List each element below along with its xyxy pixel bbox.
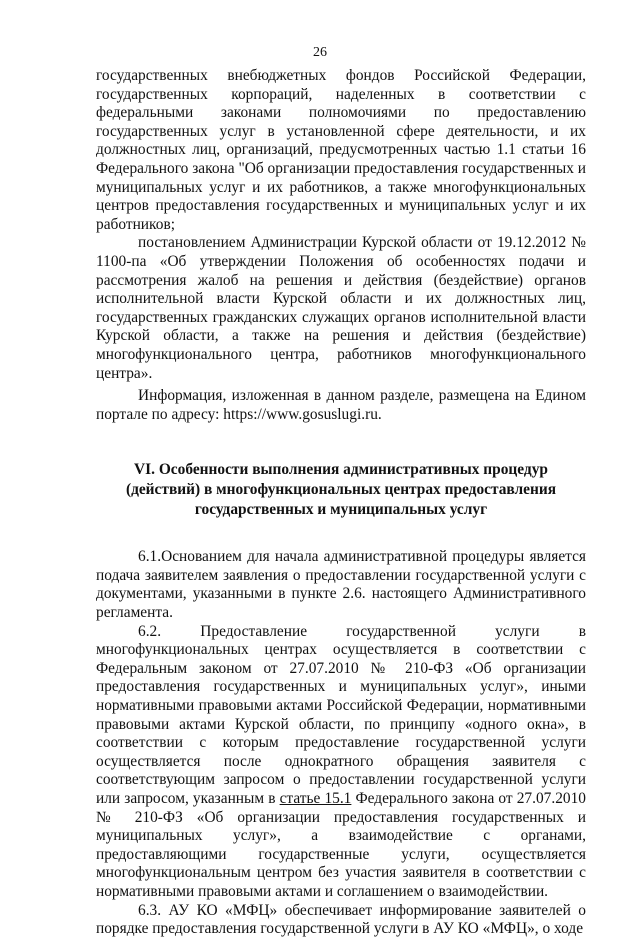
paragraph-6-2-text-a: 6.2. Предоставление государственной услуги в многофункциональных центрах осуществляется в соответствии с Федеральным законом от 27.07.2010 № 210-ФЗ «Об организации предоставления государственных и муниципальных услуг», иными нормативными правовыми актами Российской Федерации, нормативными правовыми актами Курской области, по принципу «одного окна», в соответствии с которым предоставление государственной услуги осуществляется после однократного обращения заявителя с соответствующим запросом о предоставлении государственной услуги или запросом, указанным в (96, 622, 586, 807)
section-heading-line-2: (действий) в многофункциональных центрах предоставления (125, 481, 557, 499)
paragraph-6-3: 6.3. АУ КО «МФЦ» обеспечивает информирование заявителей о порядке предоставления государственной услуги в АУ КО «МФЦ», о ходе (96, 901, 586, 938)
section-heading-line-1: VI. Особенности выполнения административных процедур (134, 461, 548, 479)
paragraph-6-2 (96, 623, 586, 902)
paragraph-continuation: государственных внебюджетных фондов Российской Федерации, государственных корпораций, наделенных в соответствии с федеральными законами полномочиями по предоставлению государственных услуг в установленной сфере деятельности, и их должностных лиц, организаций, предусмотренных частью 1.1 статьи 16 Федерального закона "Об организации предоставления государственных и муниципальных услуг и их работников, а также многофункциональных центров предоставления государственных и муниципальных услуг и их работников; (96, 67, 586, 233)
section-heading (96, 460, 586, 520)
article-15-1-link[interactable]: статье 15.1 (279, 790, 352, 807)
page-number: 26 (313, 45, 327, 60)
paragraph-portal-info: Информация, изложенная в данном разделе, размещена на Едином портале по адресу: https://www.gosuslugi.ru. (96, 387, 586, 423)
section-heading-line-3: государственных и муниципальных услуг (194, 501, 488, 519)
paragraph-6-2-text-b: Федерального закона от 27.07.2010 № 210-ФЗ «Об организации предоставления государственных и муниципальных услуг», а взаимодействие с органами, предоставляющими государственные услуги, осуществляется многофункциональным центром без участия заявителя в соответствии с нормативными правовыми актами и соглашением о взаимодействии. (96, 790, 586, 900)
document-body (96, 67, 586, 939)
paragraph-resolution: постановлением Администрации Курской области от 19.12.2012 № 1100-па «Об утверждении Положения об особенностях подачи и рассмотрения жалоб на решения и действия (бездействие) органов исполнительной власти Курской области и их должностных лиц, государственных гражданских служащих органов исполнительной власти Курской области, а также на решения и действия (бездействие) многофункционального центра, работников многофункционального центра». (96, 234, 586, 382)
paragraph-6-1: 6.1.Основанием для начала административной процедуры является подача заявителем заявления о предоставлении государственной услуги с документами, указанными в пункте 2.6. настоящего Административного регламента. (96, 548, 586, 622)
